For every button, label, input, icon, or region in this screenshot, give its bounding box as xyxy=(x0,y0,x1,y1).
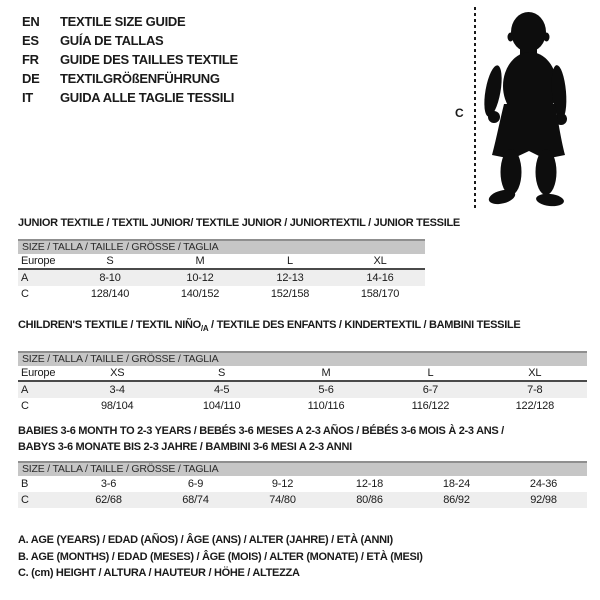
title-part: / TEXTILE DES ENFANTS / KINDERTEXTIL / BAMBINI TESSILE xyxy=(208,319,521,331)
row-label: Europe xyxy=(21,255,56,267)
age-cell: 10-12 xyxy=(186,272,214,284)
height-measure-label: C xyxy=(455,106,464,120)
table-row-height xyxy=(18,398,587,414)
legend-height-cm: C. (cm) HEIGHT / ALTURA / HAUTEUR / HÖHE / ALTEZZA xyxy=(18,567,300,579)
height-cell: 122/128 xyxy=(515,400,555,413)
row-label: C xyxy=(21,400,29,413)
size-cell: S xyxy=(106,255,114,267)
height-cell: 110/116 xyxy=(307,400,345,413)
size-header-bar: SIZE / TALLA / TAILLE / GRÖSSE / TAGLIA xyxy=(18,461,587,476)
language-title-list xyxy=(22,12,238,107)
age-cell: 3-4 xyxy=(109,384,125,397)
age-cell: 3-6 xyxy=(100,478,117,490)
section-children xyxy=(18,319,587,414)
size-cell: S xyxy=(218,367,226,380)
table-row-europe xyxy=(18,254,425,270)
lang-row-it xyxy=(22,88,238,107)
section-title xyxy=(18,423,587,455)
age-cell: 4-5 xyxy=(213,384,230,397)
lang-code: ES xyxy=(22,33,39,48)
height-cell: 92/98 xyxy=(530,494,557,506)
row-label: C xyxy=(21,494,29,506)
title-line-1: BABIES 3-6 MONTH TO 2-3 YEARS / BEBÉS 3-6 MESES A 2-3 AÑOS / BÉBÉS 3-6 MOIS À 2-3 ANS / xyxy=(18,425,504,437)
height-cell: 128/140 xyxy=(90,288,130,300)
height-cell: 68/74 xyxy=(182,494,209,506)
lang-row-es xyxy=(22,31,238,50)
row-label: Europe xyxy=(21,367,56,380)
age-cell: 5-6 xyxy=(318,384,334,397)
height-cell: 62/68 xyxy=(95,494,122,506)
lang-title: TEXTILE SIZE GUIDE xyxy=(60,14,186,29)
row-label: A xyxy=(21,384,29,397)
age-cell: 7-8 xyxy=(527,384,543,397)
lang-row-de xyxy=(22,69,238,88)
height-cell: 86/92 xyxy=(443,494,470,506)
table-row-age xyxy=(18,382,587,398)
size-cell: M xyxy=(195,255,205,267)
section-babies xyxy=(18,423,587,508)
lang-row-en xyxy=(22,12,238,31)
section-junior xyxy=(18,217,460,302)
lang-row-fr xyxy=(22,50,238,69)
size-cell: L xyxy=(287,255,293,267)
lang-code: FR xyxy=(22,52,39,67)
lang-code: DE xyxy=(22,71,40,86)
row-label: B xyxy=(21,478,29,490)
legend-age-months: B. AGE (MONTHS) / EDAD (MESES) / ÂGE (MOIS) / ALTER (MONATE) / ETÀ (MESI) xyxy=(18,550,423,563)
lang-title: GUÍA DE TALLAS xyxy=(60,33,164,48)
size-header-bar: SIZE / TALLA / TAILLE / GRÖSSE / TAGLIA xyxy=(18,351,587,366)
title-part: CHILDREN'S TEXTILE / TEXTIL NIÑO xyxy=(18,319,201,331)
section-title: JUNIOR TEXTILE / TEXTIL JUNIOR/ TEXTILE JUNIOR / JUNIORTEXTIL / JUNIOR TESSILE xyxy=(18,217,460,229)
lang-code: IT xyxy=(22,90,33,105)
table-row-height xyxy=(18,492,587,508)
lang-code: EN xyxy=(22,14,40,29)
title-subscript: /A xyxy=(200,324,209,334)
size-cell: M xyxy=(321,367,331,380)
height-cell: 152/158 xyxy=(270,288,310,300)
table-row-age-months xyxy=(18,476,587,492)
row-label: A xyxy=(21,272,29,284)
children-size-table xyxy=(18,351,587,414)
size-cell: L xyxy=(427,367,434,380)
height-cell: 98/104 xyxy=(100,400,134,413)
babies-size-table xyxy=(18,461,587,508)
section-title xyxy=(18,319,587,335)
age-cell: 18-24 xyxy=(442,478,471,490)
size-cell: XS xyxy=(110,367,125,380)
age-cell: 8-10 xyxy=(99,272,121,284)
lang-title: TEXTILGRÖßENFÜHRUNG xyxy=(60,71,220,86)
baby-silhouette-icon xyxy=(480,6,580,210)
table-row-age xyxy=(18,270,425,286)
age-cell: 6-9 xyxy=(187,478,204,490)
table-row-europe xyxy=(18,366,587,382)
lang-title: GUIDE DES TAILLES TEXTILE xyxy=(60,52,238,67)
size-cell: XL xyxy=(528,367,542,380)
height-cell: 104/110 xyxy=(202,400,241,413)
age-cell: 12-13 xyxy=(276,272,304,284)
height-cell: 80/86 xyxy=(356,494,383,506)
row-label: C xyxy=(21,288,29,300)
age-cell: 24-36 xyxy=(529,478,558,490)
age-cell: 9-12 xyxy=(271,478,294,490)
height-measure-dashed-line xyxy=(474,7,476,208)
size-header-bar: SIZE / TALLA / TAILLE / GRÖSSE / TAGLIA xyxy=(18,239,425,254)
lang-title: GUIDA ALLE TAGLIE TESSILI xyxy=(60,90,235,105)
height-cell: 140/152 xyxy=(180,288,220,300)
legend-age-years: A. AGE (YEARS) / EDAD (AÑOS) / ÂGE (ANS) / ALTER (JAHRE) / ETÀ (ANNI) xyxy=(18,534,393,546)
measurement-legend xyxy=(18,532,423,582)
title-line-2: BABYS 3-6 MONATE BIS 2-3 JAHRE / BAMBINI 3-6 MESI A 2-3 ANNI xyxy=(18,441,352,453)
age-cell: 6-7 xyxy=(422,384,439,397)
table-row-height xyxy=(18,286,425,302)
size-cell: XL xyxy=(373,255,387,267)
junior-size-table xyxy=(18,239,425,302)
height-cell: 158/170 xyxy=(360,288,400,300)
age-cell: 12-18 xyxy=(355,478,384,490)
height-cell: 116/122 xyxy=(411,400,450,413)
age-cell: 14-16 xyxy=(366,272,394,284)
height-cell: 74/80 xyxy=(269,494,296,506)
